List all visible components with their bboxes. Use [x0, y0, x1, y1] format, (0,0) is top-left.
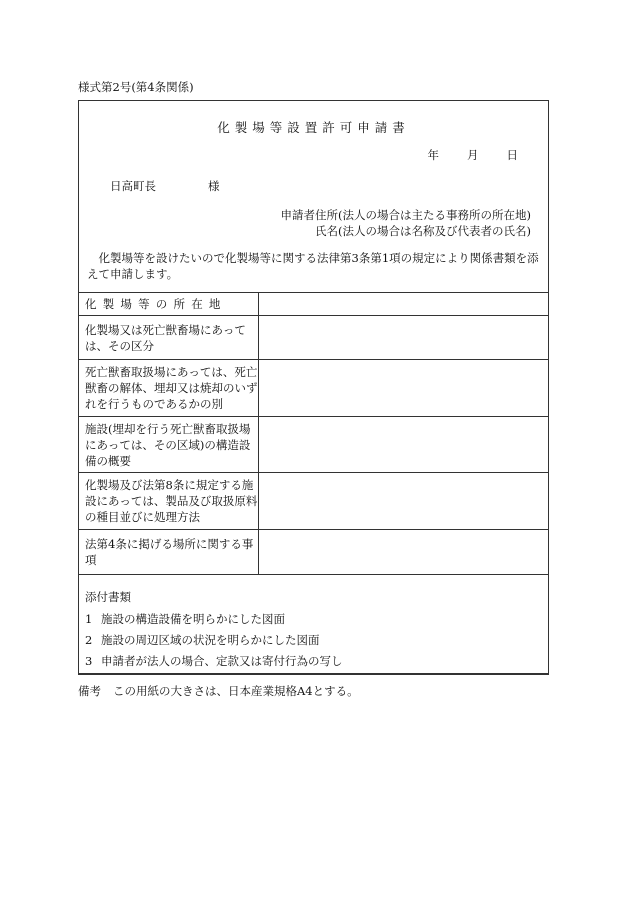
addressee: [110, 178, 220, 194]
table-row: [79, 293, 549, 316]
list-item: 2 施設の周辺区域の状況を明らかにした図面: [85, 632, 320, 647]
row-label: 法第4条に掲げる場所に関する事項: [79, 530, 259, 575]
table-row: [79, 530, 549, 575]
row-label: 化製場又は死亡獣畜場にあっては、その区分: [79, 316, 259, 360]
table-row: [79, 473, 549, 530]
remark-text: この用紙の大きさは、日本産業規格A4とする。: [113, 684, 359, 698]
location-field[interactable]: [259, 293, 549, 316]
application-form: [78, 100, 549, 675]
applicant-block: [281, 207, 531, 239]
row-label: 化製場等の所在地: [79, 293, 259, 316]
attachments-section: [79, 575, 549, 674]
form-number: 様式第2号(第4条関係): [78, 80, 194, 94]
application-items-table: [78, 292, 549, 674]
table-row: [79, 360, 549, 417]
table-row: [79, 316, 549, 360]
location-matters-field[interactable]: [259, 530, 549, 575]
date-day: 日: [506, 148, 518, 162]
products-method-field[interactable]: [259, 473, 549, 530]
row-label: 死亡獣畜取扱場にあっては、死亡獣畜の解体、埋却又は焼却のいずれを行うものであるかの別: [79, 360, 259, 417]
list-item: 1 施設の構造設備を明らかにした図面: [85, 611, 285, 626]
date-year: 年: [427, 148, 439, 162]
row-label: 化製場及び法第8条に規定する施設にあっては、製品及び取扱原料の種目並びに処理方法: [79, 473, 259, 530]
applicant-name-label: 氏名(法人の場合は名称及び代表者の氏名): [315, 224, 531, 238]
table-row: [79, 417, 549, 473]
addressee-honorific: 様: [208, 179, 220, 193]
attachments-row: [79, 575, 549, 674]
applicant-address-label: 申請者住所(法人の場合は主たる事務所の所在地): [280, 208, 531, 222]
form-title: 化製場等設置許可申請書: [217, 120, 410, 135]
row-label: 施設(埋却を行う死亡獣畜取扱場にあっては、その区域)の構造設備の概要: [79, 417, 259, 473]
handling-type-field[interactable]: [259, 360, 549, 417]
remark-label: 備考: [78, 684, 101, 698]
application-statement: 化製場等を設けたいので化製場等に関する法律第3条第1項の規定により関係書類を添えて申請します。: [87, 251, 539, 281]
remark: [78, 683, 359, 699]
date-line: [428, 147, 519, 163]
facility-overview-field[interactable]: [259, 417, 549, 473]
attachments-title: 添付書類: [85, 589, 131, 604]
category-field[interactable]: [259, 316, 549, 360]
addressee-name: 日高町長: [110, 179, 156, 193]
list-item: 3 申請者が法人の場合、定款又は寄付行為の写し: [85, 653, 343, 668]
date-month: 月: [467, 148, 479, 162]
